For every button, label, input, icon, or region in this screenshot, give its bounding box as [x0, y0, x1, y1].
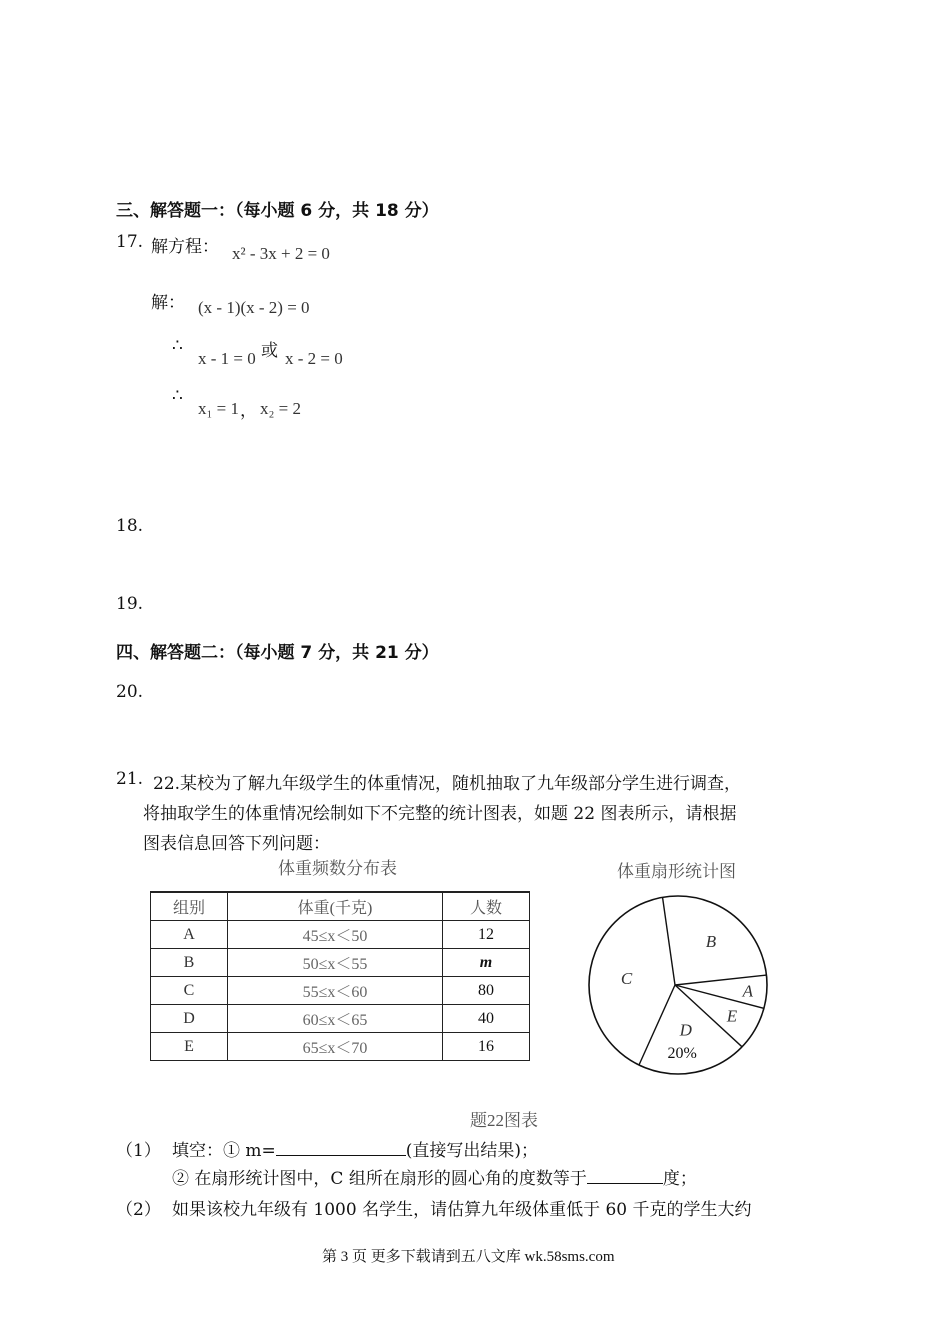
table-cell-range: 60≤x＜65 [228, 1005, 443, 1033]
q21-line3: 图表信息回答下列问题： [143, 834, 330, 854]
table-header-cell: 人数 [443, 892, 530, 921]
pie-label-b: B [705, 931, 717, 951]
pie-label-d: D [679, 1020, 692, 1040]
table-cell-count: 16 [443, 1033, 530, 1061]
pie-chart-title: 体重扇形统计图 [617, 862, 736, 882]
q17-step3a: x₁ = 1 [198, 399, 240, 418]
page-footer: 第 3 页 更多下载请到五八文库 wk.58sms.com [322, 1249, 615, 1265]
q17-prompt: 解方程： [151, 237, 219, 257]
section-3-title: 三、解答题一：（每小题 6 分，共 18 分） [116, 201, 439, 221]
table-cell-group: E [151, 1033, 228, 1061]
table-row [151, 1005, 530, 1033]
table-cell-group: A [151, 921, 228, 949]
pie-label-e: E [726, 1006, 738, 1026]
q18-number: 18. [116, 516, 144, 536]
table-cell-count: 40 [443, 1005, 530, 1033]
q17-or: 或 [261, 341, 278, 361]
part1-line2-suffix: 度； [662, 1169, 697, 1189]
table-header-cell: 组别 [151, 892, 228, 921]
table-cell-range: 45≤x＜50 [228, 921, 443, 949]
answer-blank-angle[interactable] [587, 1183, 663, 1184]
pie-label-a: A [742, 981, 753, 1001]
table-row [151, 1033, 530, 1061]
q21-number: 21. [116, 769, 144, 789]
part1-line1-prefix: 填空：① m= [172, 1141, 276, 1161]
table-row [151, 921, 530, 949]
table-cell-group: D [151, 1005, 228, 1033]
table-cell-count: 12 [443, 921, 530, 949]
therefore-symbol: ∴ [172, 336, 183, 356]
table-cell-group: B [151, 949, 228, 977]
pie-label-c: C [620, 968, 633, 988]
q17-step1: (x - 1)(x - 2) = 0 [198, 298, 310, 317]
q17-solve-label: 解： [151, 293, 185, 313]
table-row [151, 977, 530, 1005]
table-row [151, 949, 530, 977]
table-header-row [151, 892, 530, 921]
table-title: 体重频数分布表 [278, 859, 397, 879]
q17-step3b: x₂ = 2 [260, 399, 302, 418]
q21-line2: 将抽取学生的体重情况绘制如下不完整的统计图表，如题 22 图表所示，请根据 [143, 804, 737, 824]
q17-comma: ， [240, 401, 257, 421]
table-cell-range: 50≤x＜55 [228, 949, 443, 977]
part1-line2-prefix: ② 在扇形统计图中，C 组所在扇形的圆心角的度数等于 [172, 1169, 587, 1189]
pie-annotation-d: 20% [667, 1044, 697, 1062]
q17-equation: x² - 3x + 2 = 0 [232, 244, 330, 263]
part1-line1 [172, 1136, 538, 1161]
table-header-cell: 体重(千克) [228, 892, 443, 921]
part1-line2 [172, 1164, 697, 1189]
table-cell-range: 55≤x＜60 [228, 977, 443, 1005]
q20-number: 20. [116, 682, 144, 702]
section-4-title: 四、解答题二：（每小题 7 分，共 21 分） [116, 643, 439, 663]
q17-step2b: x - 2 = 0 [285, 349, 343, 368]
table-cell-count: 80 [443, 977, 530, 1005]
part2-text: 如果该校九年级有 1000 名学生，请估算九年级体重低于 60 千克的学生大约 [172, 1200, 752, 1220]
q21-line1: 22.某校为了解九年级学生的体重情况，随机抽取了九年级部分学生进行调查， [153, 774, 742, 794]
answer-blank-m[interactable] [276, 1155, 406, 1156]
q17-step2a: x - 1 = 0 [198, 349, 256, 368]
q17-number: 17. [116, 232, 144, 252]
table-cell-group: C [151, 977, 228, 1005]
part1-line1-suffix: (直接写出结果)； [405, 1141, 539, 1161]
part1-number: （1） [116, 1141, 161, 1161]
pie-chart [580, 886, 780, 1086]
q19-number: 19. [116, 594, 144, 614]
table-cell-count: m [443, 949, 530, 977]
figure-caption: 题22图表 [470, 1111, 538, 1130]
therefore-symbol-2: ∴ [172, 386, 183, 406]
part2-number: （2） [116, 1200, 161, 1220]
frequency-table [150, 891, 530, 1061]
table-cell-range: 65≤x＜70 [228, 1033, 443, 1061]
